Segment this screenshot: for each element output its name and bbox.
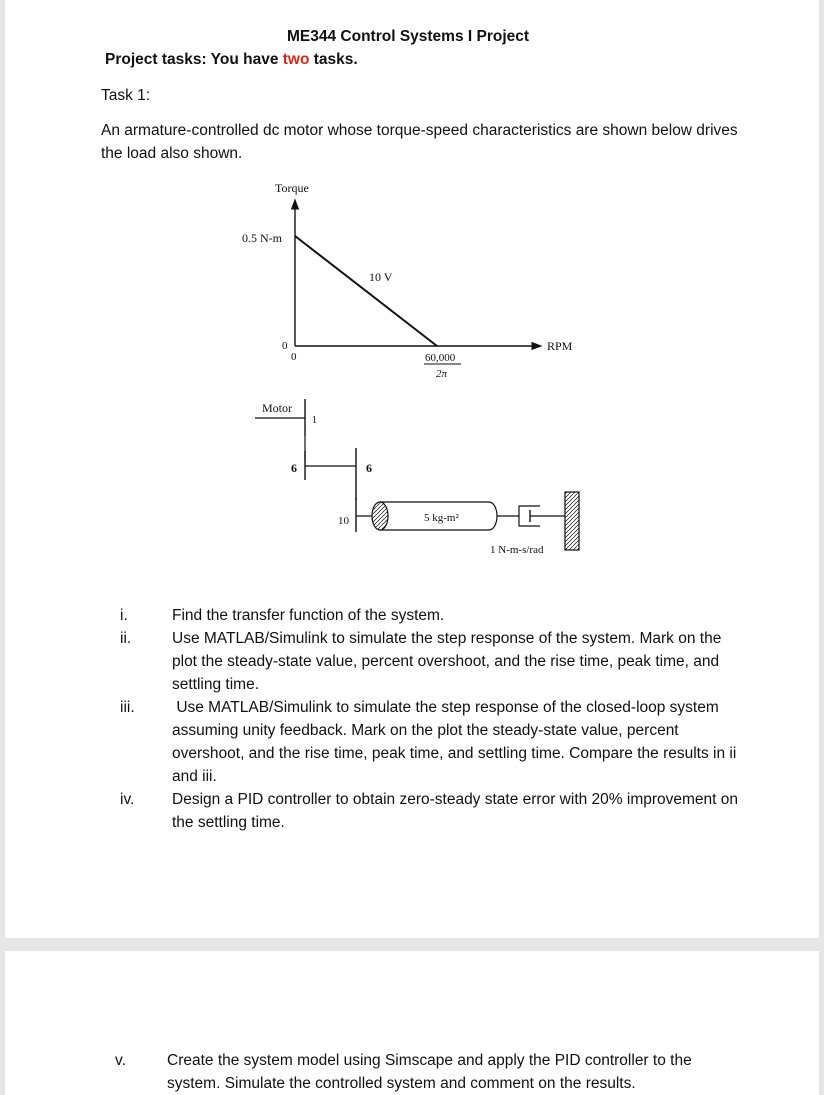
list-item-text: Design a PID controller to obtain zero-steady state error with 20% improvement on the settling time. bbox=[172, 791, 739, 831]
list-item-number: iv. bbox=[120, 791, 135, 808]
origin-torque-label: 0 bbox=[282, 340, 288, 352]
gear-train-diagram bbox=[255, 399, 579, 556]
motor-label: Motor bbox=[262, 401, 292, 415]
gear-4-label: 10 bbox=[338, 515, 349, 527]
list-item-text: Use MATLAB/Simulink to simulate the step response of the closed-loop system assuming unity feedback. Mark on the plot the steady-state value, percent overshoot, and the rise time, peak time, and settling time. Compare the results in ii and iii. bbox=[172, 699, 741, 785]
motor-load-figure bbox=[225, 170, 605, 570]
page-title: ME344 Control Systems I Project bbox=[287, 28, 530, 45]
origin-speed-label: 0 bbox=[291, 351, 297, 363]
subtitle-prefix: Project tasks: You have bbox=[105, 51, 283, 68]
list-item bbox=[120, 788, 740, 834]
task-list bbox=[120, 604, 740, 834]
stall-torque-label: 0.5 N-m bbox=[242, 231, 282, 245]
inertia-end-face bbox=[372, 502, 388, 530]
gear-1-label: 1 bbox=[312, 415, 317, 426]
list-item bbox=[115, 1049, 735, 1095]
list-item-number: i. bbox=[120, 607, 128, 624]
inertia-label: 5 kg-m² bbox=[424, 512, 459, 524]
list-item-text: Find the transfer function of the system. bbox=[172, 607, 445, 624]
subtitle-suffix: tasks. bbox=[309, 51, 358, 68]
project-tasks-line bbox=[105, 48, 358, 71]
gear-2-label: 6 bbox=[291, 461, 297, 475]
list-item-text: Create the system model using Simscape and apply the PID controller to the system. Simulate the controlled system and comment on the results. bbox=[167, 1052, 692, 1092]
list-item-number: ii. bbox=[120, 630, 132, 647]
gear-3-label: 6 bbox=[366, 461, 372, 475]
document-page-1 bbox=[5, 0, 819, 938]
torque-axis-label: Torque bbox=[275, 181, 309, 195]
list-item-number: v. bbox=[115, 1052, 126, 1069]
torque-speed-line bbox=[295, 236, 437, 346]
list-item bbox=[120, 627, 740, 696]
list-item bbox=[120, 604, 740, 627]
rpm-axis-label: RPM bbox=[547, 339, 573, 353]
damping-label: 1 N-m-s/rad bbox=[490, 544, 544, 556]
list-item-text: Use MATLAB/Simulink to simulate the step response of the system. Mark on the plot the steady-state value, percent overshoot, and the rise time, peak time, and settling time. bbox=[172, 630, 722, 693]
no-load-speed-numerator: 60,000 bbox=[425, 352, 456, 364]
subtitle-emphasis: two bbox=[282, 51, 310, 68]
task-label: Task 1: bbox=[101, 87, 151, 104]
task-description: An armature-controlled dc motor whose torque-speed characteristics are shown below drives the load also shown. bbox=[101, 122, 738, 162]
no-load-speed-denominator: 2π bbox=[436, 368, 448, 380]
inertia-far-end bbox=[489, 502, 497, 530]
fixed-wall bbox=[565, 492, 579, 550]
voltage-label: 10 V bbox=[369, 270, 393, 284]
torque-speed-graph bbox=[242, 181, 573, 380]
list-item-number: iii. bbox=[120, 699, 135, 716]
list-item bbox=[120, 696, 740, 788]
